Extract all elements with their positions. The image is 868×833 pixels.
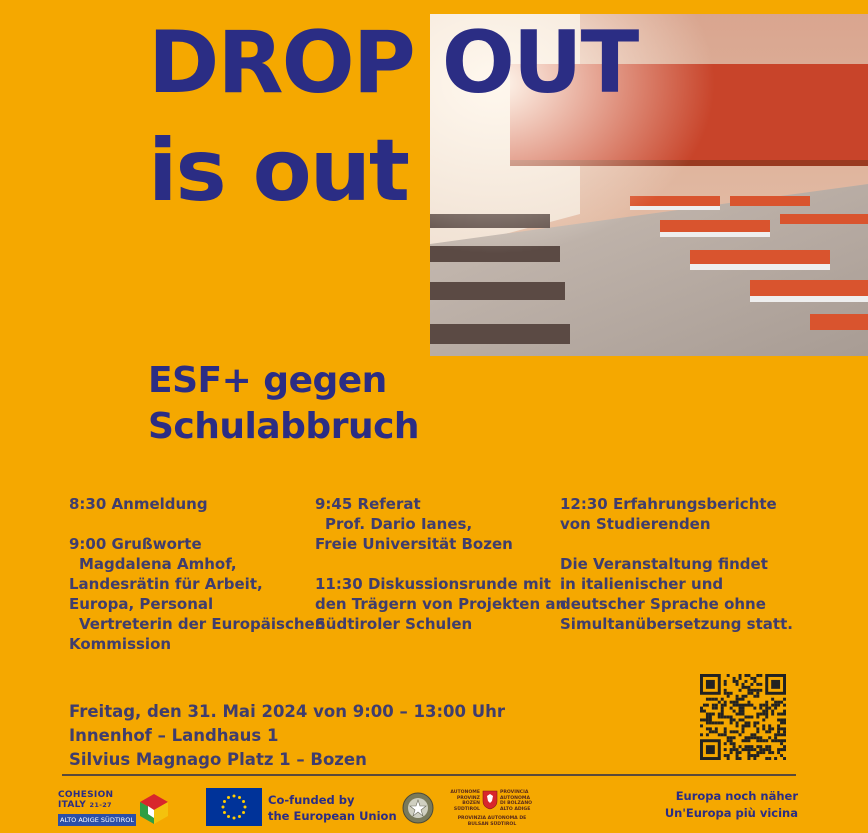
program-detail: Freie Universität Bozen	[315, 535, 513, 553]
program-detail: Prof. Dario Ianes,	[325, 515, 473, 533]
program-detail: Südtiroler Schulen	[315, 615, 473, 633]
program-item: 9:00 Grußworte	[69, 535, 202, 553]
prov-text-bottom: PROVINZIA AUTONOMA DE BULSAN SÜDTIROL	[457, 816, 527, 827]
event-address: Silvius Magnago Platz 1 – Bozen	[69, 750, 367, 769]
language-note: in italienischer und	[560, 575, 724, 593]
qr-code-icon[interactable]	[700, 674, 786, 760]
program-detail: Magdalena Amhof,	[79, 555, 237, 573]
program-detail: Vertreterin der Europäischen	[79, 615, 326, 633]
title-line-2: is out	[148, 121, 409, 221]
program-column-3	[560, 494, 793, 634]
slogan-german: Europa noch näher	[675, 789, 798, 803]
slogan-italian: Un'Europa più vicina	[664, 806, 798, 820]
program-item: 9:45 Referat	[315, 495, 421, 513]
program-item: 11:30 Diskussionsrunde mit	[315, 575, 551, 593]
language-note: deutscher Sprache ohne	[560, 595, 766, 613]
footer-divider	[62, 774, 796, 776]
eu-cofunded-label: Co-funded by the European Union	[268, 793, 397, 823]
event-info	[69, 700, 505, 772]
provincia-bolzano-logo	[450, 788, 534, 828]
event-venue: Innenhof – Landhaus 1	[69, 726, 279, 745]
program-item: 12:30 Erfahrungsberichte	[560, 495, 777, 513]
cohesion-region: ALTO ADIGE SÜDTIROL	[58, 814, 136, 826]
program-detail: Europa, Personal	[69, 595, 214, 613]
prov-text-right: PROVINCIA AUTONOMA DI BOLZANO ALTO ADIGE	[500, 790, 533, 812]
program-detail: von Studierenden	[560, 515, 711, 533]
prov-text-left: AUTONOME PROVINZ BOZEN SÜDTIROL	[450, 790, 480, 812]
eu-flag-icon	[206, 788, 262, 826]
cohesion-cube-icon	[138, 792, 170, 826]
subtitle	[148, 358, 419, 450]
subtitle-line-2: Schulabbruch	[148, 406, 420, 447]
cohesion-country: ITALY 21-27	[58, 800, 112, 810]
south-tyrol-coat-of-arms-icon	[482, 790, 498, 810]
program-item: 8:30 Anmeldung	[69, 495, 208, 513]
title-line-1: DROP OUT	[148, 13, 638, 113]
language-note: Die Veranstaltung findet	[560, 555, 768, 573]
program-column-1	[69, 494, 325, 654]
program-column-2	[315, 494, 566, 634]
cohesion-title: COHESION	[58, 790, 114, 800]
program-detail: Landesrätin für Arbeit,	[69, 575, 263, 593]
italian-emblem-icon	[401, 790, 435, 826]
program-detail: Kommission	[69, 635, 172, 653]
language-note: Simultanübersetzung statt.	[560, 615, 793, 633]
europa-slogan	[665, 788, 798, 822]
cohesion-italy-logo	[58, 790, 170, 828]
event-date: Freitag, den 31. Mai 2024 von 9:00 – 13:00 Uhr	[69, 702, 506, 721]
subtitle-line-1: ESF+ gegen	[148, 360, 387, 401]
program-detail: den Trägern von Projekten an	[315, 595, 567, 613]
